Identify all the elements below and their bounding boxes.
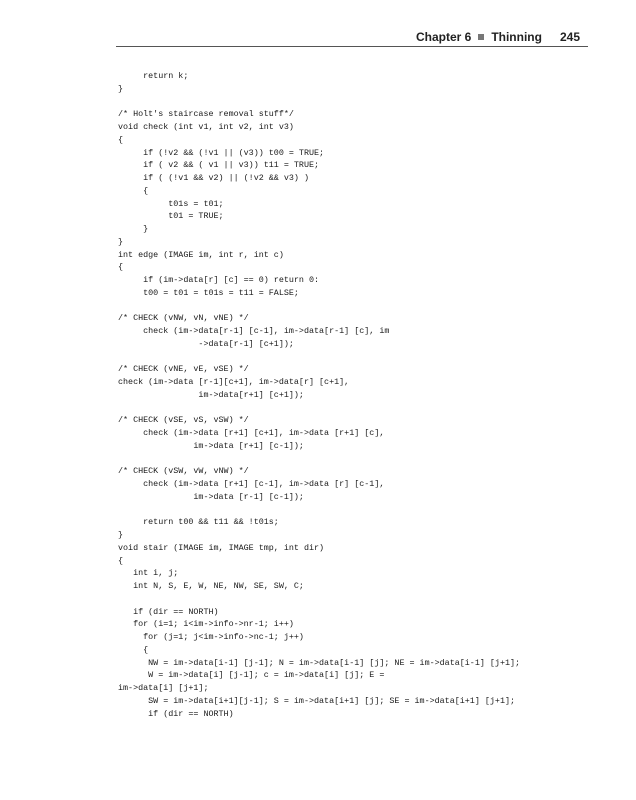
code-line: { [118,134,124,145]
code-line: } [118,530,124,540]
code-line: if (im->data[r] [c] == 0) return 0: [118,275,320,285]
code-line: im->data [r-1] [c-1]); [118,491,304,502]
code-line: NW = im->data[i-1] [j-1]; N = im->data[i-1] [j]; NE = im->data[i-1] [j+1]; [118,657,521,668]
code-line: SW = im->data[i+1][j-1]; S = im->data[i+1] [j]; SE = im->data[i+1] [j+1]; [118,695,516,706]
code-listing [118,70,588,720]
code-line: if (dir == NORTH) [118,606,219,617]
code-line: } [118,224,149,234]
header-rule [116,46,588,47]
code-line [118,300,588,313]
code-line: check (im->data [r+1] [c+1], im->data [r+1] [c], [118,428,385,438]
code-line: return t00 && t11 && !t01s; [118,517,279,528]
code-line: return k; [118,71,189,81]
code-line [118,402,588,415]
code-line: void check (int v1, int v2, int v3) [118,122,294,132]
code-line: for (i=1; i<im->info->nr-1; i++) [118,619,294,630]
code-line: check (im->data [r+1] [c-1], im->data [r] [c-1], [118,479,385,489]
code-line [118,96,588,109]
code-line: for (j=1; j<im->info->nc-1; j++) [118,632,304,642]
code-line: { [118,185,149,196]
code-line: t01 = TRUE; [118,211,224,222]
code-line [118,351,588,364]
code-line: } [118,236,124,247]
code-line [118,504,588,517]
code-line: int edge (IMAGE im, int r, int c) [118,249,284,260]
code-line: im->data[i] [j+1]; [118,683,209,693]
code-line: im->data[r+1] [c+1]); [118,389,304,400]
code-line: /* CHECK (vNE, vE, vSE) */ [118,364,249,375]
code-line: check (im->data[r-1] [c-1], im->data[r-1] [c], im [118,326,390,336]
code-line: int N, S, E, W, NE, NW, SE, SW, C; [118,581,304,591]
code-line: { [118,644,149,655]
code-line: t00 = t01 = t01s = t11 = FALSE; [118,287,299,298]
chapter-label: Chapter 6 [415,30,472,44]
code-line: /* CHECK (vSE, vS, vSW) */ [118,415,249,426]
code-line: /* CHECK (vSW, vW, vNW) */ [118,466,249,477]
running-header [416,30,580,44]
code-line: if (dir == NORTH) [118,708,234,719]
code-line: } [118,83,124,94]
code-line [118,593,588,606]
chapter-title: Thinning [491,30,542,44]
code-line: check (im->data [r-1][c+1], im->data[r] [c+1], [118,377,350,387]
code-line: int i, j; [118,568,179,579]
code-line: if (!v2 && (!v1 || (v3)) t00 = TRUE; [118,147,325,158]
code-line [118,453,588,466]
code-line: { [118,262,124,273]
code-line: t01s = t01; [118,198,224,209]
code-line: /* CHECK (vNW, vN, vNE) */ [118,313,249,324]
header-separator-square [478,34,484,40]
code-line: W = im->data[i] [j-1]; c = im->data[i] [j]; E = [118,670,385,681]
code-line: { [118,555,124,566]
page-number: 245 [559,30,580,44]
code-line: void stair (IMAGE im, IMAGE tmp, int dir) [118,542,325,553]
code-line: if ( v2 && ( v1 || v3)) t11 = TRUE; [118,160,320,171]
code-line: if ( (!v1 && v2) || (!v2 && v3) ) [118,173,309,183]
code-line: /* Holt's staircase removal stuff*/ [118,109,294,120]
code-line: ->data[r-1] [c+1]); [118,338,294,349]
code-line: im->data [r+1] [c-1]); [118,440,304,451]
